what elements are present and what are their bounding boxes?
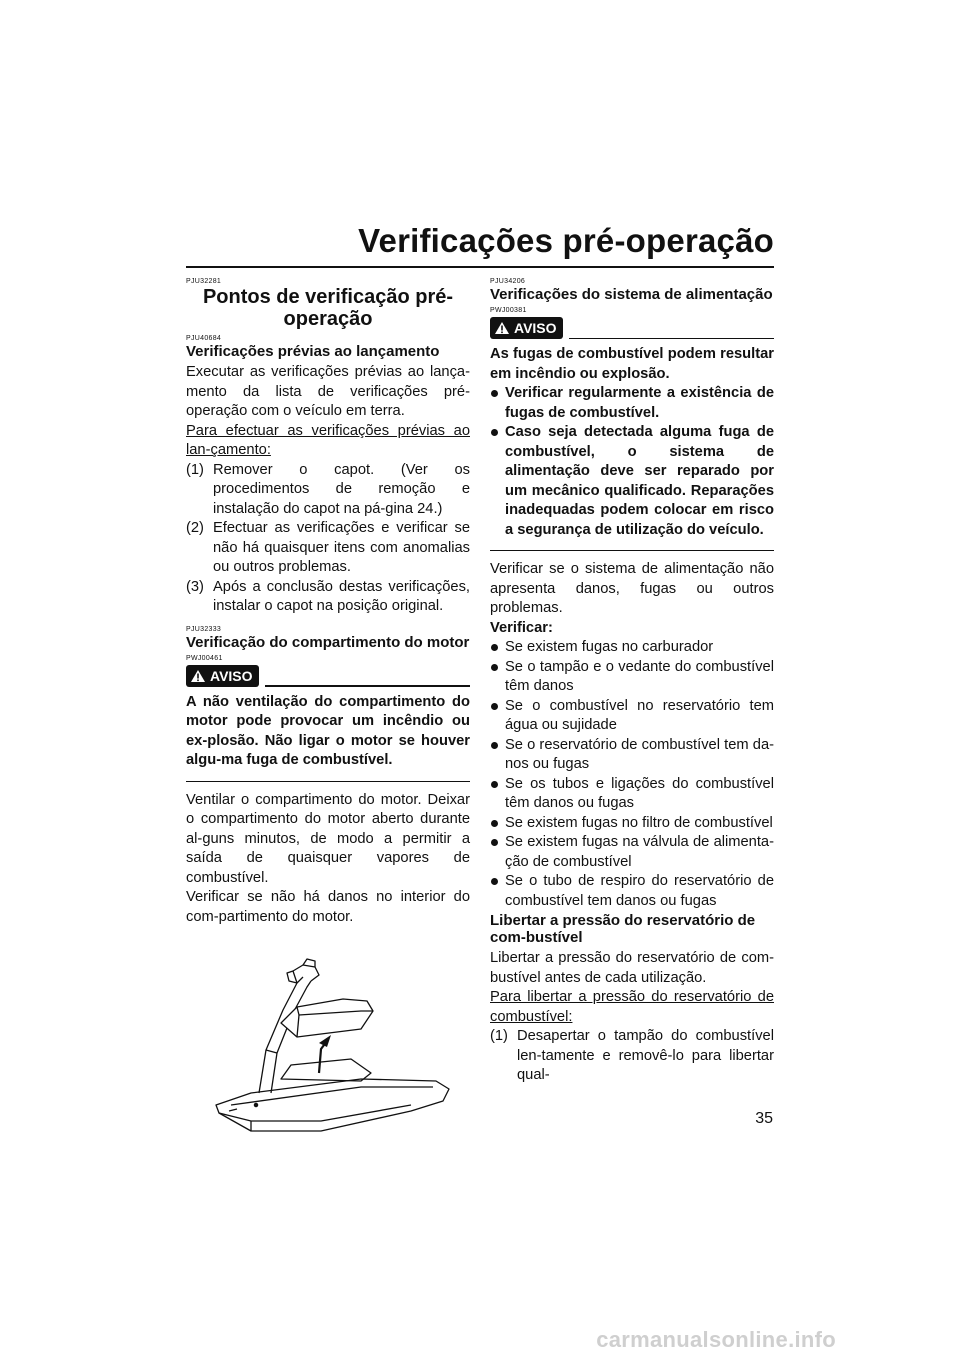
warning-body-2 [490, 339, 774, 551]
step-item [490, 1027, 774, 1086]
pressure-procedure-heading: Para libertar a pressão do reservatório de combustível: [490, 989, 774, 1025]
check-item: Se existem fugas no carburador [490, 638, 774, 658]
warning-label: AVISO [210, 667, 253, 684]
section-title [186, 286, 470, 330]
warning-body [186, 687, 470, 782]
fuel-paragraph: Verificar se o sistema de alimentação não apresenta danos, fugas ou outros problemas. [490, 561, 774, 616]
warning-header-2 [490, 315, 774, 339]
sub3-title: Verificações do sistema de alimentação [490, 286, 773, 303]
step-text: Remover o capot. (Ver os procedimentos de remoção e instalação do capot na pá-gina 24.) [213, 461, 470, 517]
sub1-procedure-heading: Para efectuar as verificações prévias ao lan-çamento: [186, 422, 470, 458]
step-number: (1) [186, 461, 204, 478]
right-column [490, 277, 774, 1086]
check-item: Se o tampão e o vedante do combustível têm danos [490, 658, 774, 697]
check-item: Se o combustível no reservatório tem água ou sujidade [490, 697, 774, 736]
section-title-line2: operação [283, 308, 373, 330]
check-list [490, 638, 774, 911]
warning-text: A não ventilação do compartimento do motor pode provocar um incêndio ou ex-plosão. Não ligar o motor se houver algu-ma fuga de combustível. [186, 693, 470, 768]
warning-header [186, 663, 470, 687]
check-item: Se o tubo de respiro do reservatório de combustível tem danos ou fugas [490, 872, 774, 911]
warning-box [186, 654, 470, 782]
sub1-intro: Executar as verificações prévias ao lança-mento da lista de verificações pré-operação com o veículo em terra. [186, 364, 470, 419]
warning-badge-2 [490, 317, 563, 339]
sub1-title: Verificações prévias ao lançamento [186, 343, 440, 360]
sub2-title: Verificação do compartimento do motor [186, 633, 470, 651]
step-number: (2) [186, 520, 204, 536]
warning-intro: As fugas de combustível podem resultar em incêndio ou explosão. [490, 346, 774, 382]
sub1-code: PJU40684 [186, 335, 222, 342]
step-text: Efectuar as verificações e verificar se não há quaisquer itens com anomalias ou outros problemas. [213, 520, 470, 575]
warning-box-2 [490, 306, 774, 551]
pressure-steps [490, 1027, 774, 1086]
warning-label-2: AVISO [514, 320, 557, 336]
sub2-paragraph-2: Verificar se não há danos no interior do com-partimento do motor. [186, 889, 470, 925]
sub2-code: PJU32333 [186, 625, 222, 633]
step-number: (1) [490, 1028, 508, 1044]
warning-code: PWJ00461 [186, 654, 223, 662]
sub1-steps [186, 461, 470, 617]
watercraft-illustration [211, 955, 451, 1145]
pressure-paragraph: Libertar a pressão do reservatório de com-bustível antes de cada utilização. [490, 950, 774, 986]
footer-watermark-url: carmanualsonline.info [596, 1327, 836, 1352]
step-item [186, 519, 470, 578]
warning-triangle-icon [494, 321, 510, 335]
check-label: Verificar: [490, 619, 553, 636]
section-title-line1: Pontos de verificação pré- [202, 286, 454, 308]
warning-triangle-icon [190, 669, 206, 683]
warning-rule [265, 685, 470, 687]
step-text: Após a conclusão destas verificações, instalar o capot na posição original. [213, 578, 470, 614]
left-column [186, 277, 470, 1152]
warning-rule-2 [569, 338, 774, 340]
warning-badge [186, 665, 259, 687]
check-item: Se existem fugas na válvula de alimenta-ção de combustível [490, 833, 774, 872]
sub2-paragraph-1: Ventilar o compartimento do motor. Deixar o compartimento do motor aberto durante al-guns minutos, de modo a permitir a saída de quaisquer vapores de combustível. [186, 791, 470, 886]
step-text: Desapertar o tampão do combustível len-tamente e removê-lo para libertar qual- [517, 1028, 774, 1083]
warning-bullet: Caso seja detectada alguma fuga de combustível, o sistema de alimentação deve ser reparado por um mecânico qualificado. Reparações inadequadas podem colocar em risco a segurança de utilização do veículo. [490, 423, 774, 540]
check-item: Se existem fugas no filtro de combustível [490, 814, 774, 834]
check-item: Se o reservatório de combustível tem da-nos ou fugas [490, 736, 774, 775]
page-header-title: Verificações pré-operação [358, 222, 774, 259]
sub3-code: PJU34206 [490, 278, 526, 285]
page-number: 35 [755, 1110, 773, 1127]
pressure-title: Libertar a pressão do reservatório de com-bustível [490, 912, 756, 946]
section-code: PJU32281 [186, 278, 222, 285]
step-number: (3) [186, 578, 204, 595]
step-item [186, 578, 470, 617]
check-item: Se os tubos e ligações do combustível têm danos ou fugas [490, 775, 774, 814]
warning-bullets [490, 384, 774, 540]
header-rule [186, 266, 774, 268]
warning-bullet: Verificar regularmente a existência de fugas de combustível. [490, 384, 774, 423]
warning-code-2: PWJ00381 [490, 307, 527, 314]
step-item [186, 461, 470, 520]
